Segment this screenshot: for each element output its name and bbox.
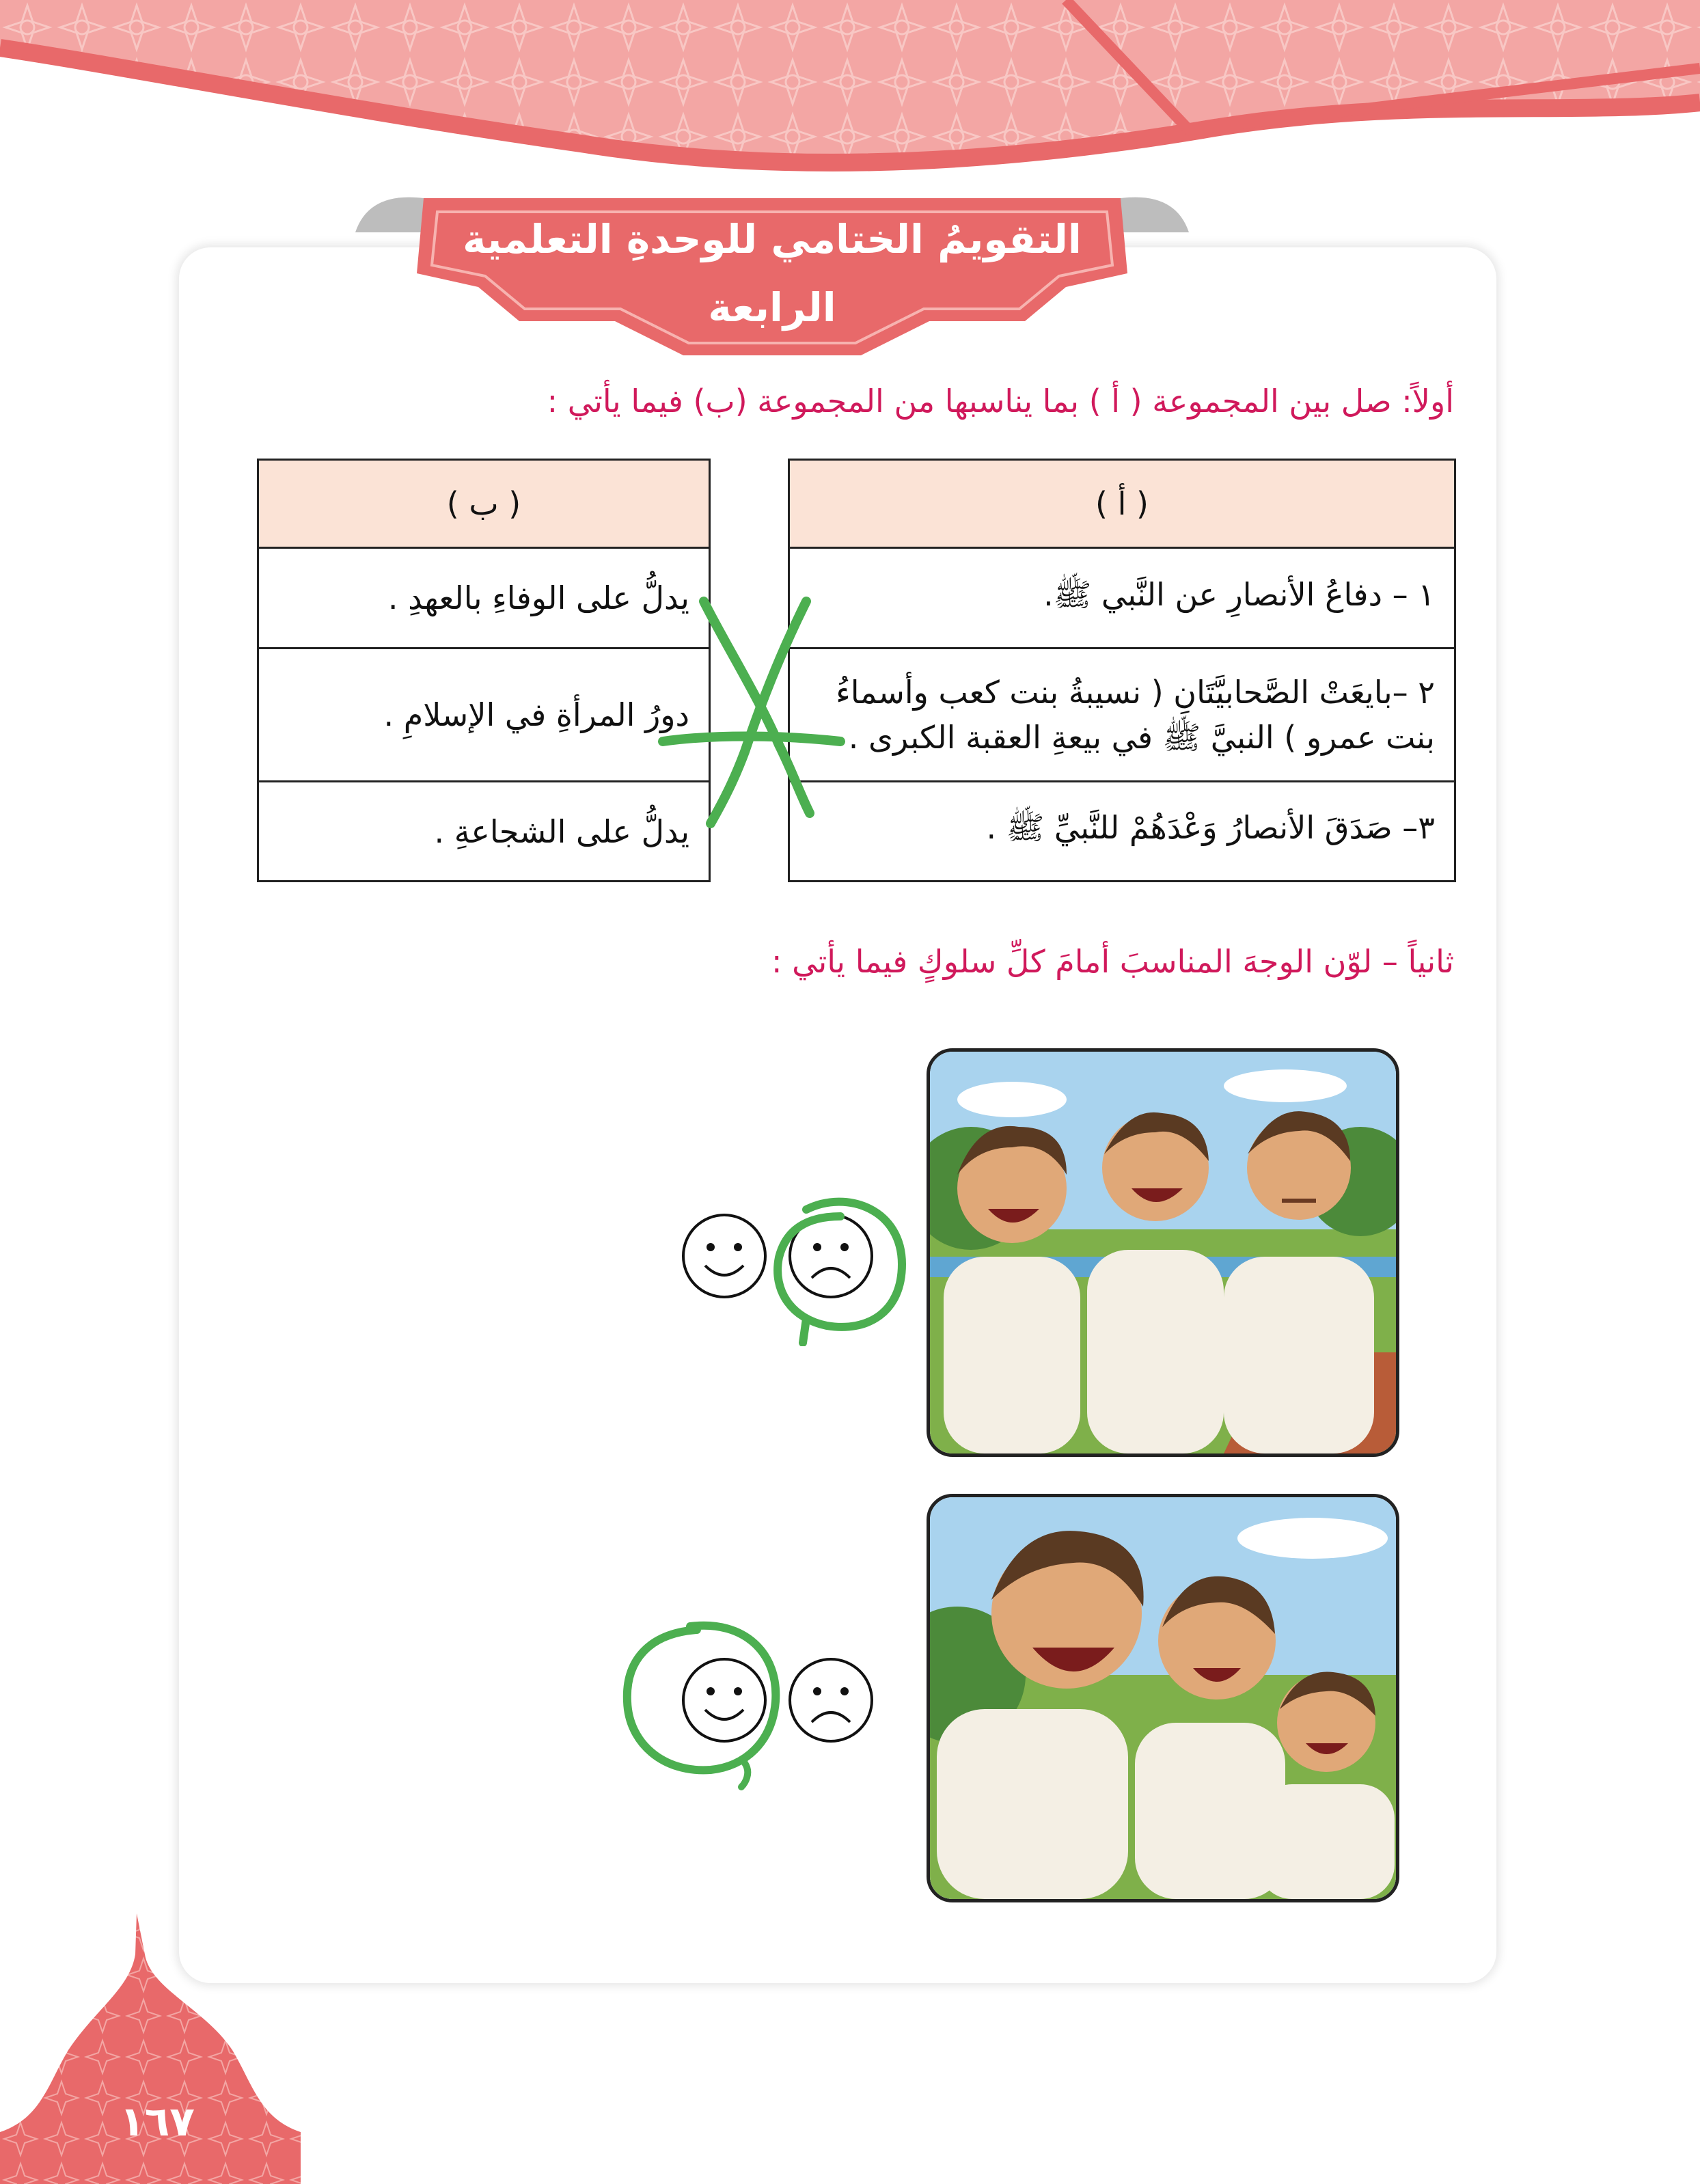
scene-1-happy-face-icon[interactable] xyxy=(678,1210,771,1302)
page-title: التقويمُ الختامي للوحدةِ التعلمية الرابعة xyxy=(463,216,1082,331)
scene-2-sad-face-icon[interactable] xyxy=(784,1654,877,1747)
scene-1-image xyxy=(927,1048,1399,1457)
group-b-item-2: دورُ المرأةِ في الإسلامِ . xyxy=(258,649,710,782)
group-a-item-3: ٣– صَدَقَ الأنصارُ وَعْدَهُمْ للنَّبيِّ ﷺ . xyxy=(789,782,1455,882)
page-number: ١٦٧ xyxy=(120,2098,195,2146)
question-1-heading: أولاً: صل بين المجموعة ( أ ) بما يناسبها من المجموعة (ب) فيما يأتي : xyxy=(547,383,1454,420)
group-a-table xyxy=(788,459,1456,882)
group-b-item-3: يدلُّ على الشجاعةِ . xyxy=(258,782,710,882)
group-a-item-2: ٢ –بايعَتْ الصَّحابيَّتَانِ ( نسيبةُ بنت كعب وأسماءُ بنت عمرو ) النبيَّ ﷺ في بيعةِ العقبة الكبرى . xyxy=(789,649,1455,782)
scene-1-green-circle-annotation xyxy=(765,1189,916,1346)
top-decorative-banner xyxy=(0,0,1700,178)
scene-2-image xyxy=(927,1494,1399,1902)
group-b-header: ( ب ) xyxy=(258,460,710,548)
group-a-header: ( أ ) xyxy=(789,460,1455,548)
green-matching-lines xyxy=(642,588,847,834)
group-a-item-1: ١ – دفاعُ الأنصارِ عن النَّبي ﷺ. xyxy=(789,548,1455,649)
group-b-item-1: يدلُّ على الوفاءِ بالعهدِ . xyxy=(258,548,710,649)
question-2-heading: ثانياً – لوّن الوجهَ المناسبَ أمامَ كلِّ سلوكٍ فيما يأتي : xyxy=(771,943,1454,980)
scene-2-green-circle-annotation xyxy=(615,1613,793,1790)
